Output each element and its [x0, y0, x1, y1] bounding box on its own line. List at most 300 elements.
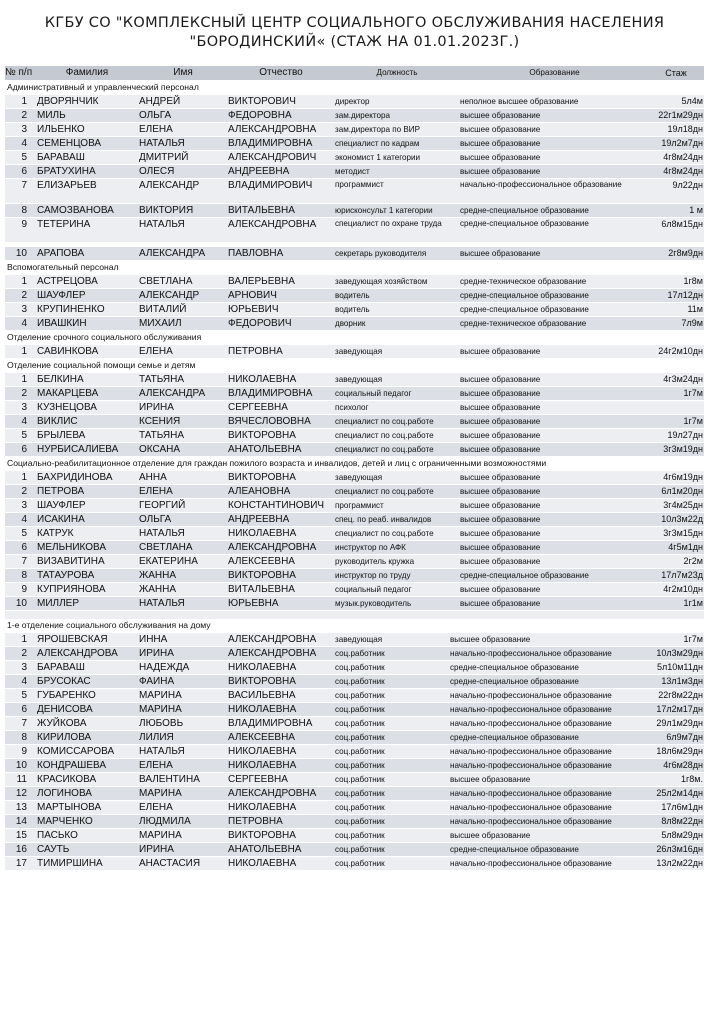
title-line-1: КГБУ СО "КОМПЛЕКСНЫЙ ЦЕНТР СОЦИАЛЬНОГО ОБСЛУЖИВАНИЯ НАСЕЛЕНИЯ — [44, 15, 665, 31]
cell-position: директор — [335, 97, 370, 106]
table-row — [5, 373, 704, 387]
cell-surname: СЕМЕНЦОВА — [37, 138, 102, 149]
cell-surname: НУРБИСАЛИЕВА — [37, 444, 119, 455]
cell-first-name: СВЕТЛАНА — [139, 276, 193, 287]
table-row — [5, 179, 704, 204]
cell-education: высшее образование — [460, 417, 541, 426]
cell-education: начально-профессиональное образование — [450, 691, 612, 700]
cell-patronymic: КОНСТАНТИНОВИЧ — [228, 500, 325, 511]
cell-first-name: ВИКТОРИЯ — [139, 205, 194, 216]
cell-patronymic: НИКОЛАЕВНА — [228, 704, 297, 715]
header-first-name: Имя — [173, 67, 193, 78]
cell-patronymic: ВАСИЛЬЕВНА — [228, 690, 296, 701]
cell-education: начально-профессиональное образование — [450, 859, 612, 868]
table-row — [5, 165, 704, 179]
cell-position: соц.работник — [335, 747, 385, 756]
cell-number: 2 — [21, 486, 27, 497]
cell-position: программист — [335, 501, 384, 510]
table-row — [5, 541, 704, 555]
cell-education: средне-специальное образование — [450, 733, 579, 742]
table-row — [5, 137, 704, 151]
cell-education: начально-профессиональное образование — [450, 719, 612, 728]
cell-first-name: ИРИНА — [139, 648, 174, 659]
cell-surname: ВИЗАВИТИНА — [37, 556, 105, 567]
cell-education: высшее образование — [460, 347, 541, 356]
cell-position: психолог — [335, 403, 369, 412]
cell-first-name: НАТАЛЬЯ — [139, 598, 185, 609]
cell-patronymic: АЛЕКСЕЕВНА — [228, 732, 295, 743]
cell-surname: ПЕТРОВА — [37, 486, 85, 497]
section-title: Социально-реабилитационное отделение для граждан пожилого возраста и инвалидов, детей и лиц с ограниченными возможностями — [5, 457, 704, 471]
cell-surname: ТЕТЕРИНА — [37, 219, 91, 230]
header-position: Должность — [376, 68, 418, 77]
table-row — [5, 471, 704, 485]
cell-position: специалист по соц.работе — [335, 487, 434, 496]
cell-education: высшее образование — [450, 635, 531, 644]
cell-first-name: АННА — [139, 472, 167, 483]
cell-number: 15 — [15, 830, 27, 841]
cell-number: 1 — [21, 634, 27, 645]
header-surname: Фамилия — [65, 67, 109, 78]
cell-number: 6 — [21, 166, 27, 177]
cell-position: инструктор по труду — [335, 571, 411, 580]
cell-position: специалист по соц.работе — [335, 445, 434, 454]
table-row — [5, 527, 704, 541]
cell-position: специалист по охране труда — [335, 219, 442, 228]
table-row — [5, 345, 704, 359]
cell-surname: МАКАРЦЕВА — [37, 388, 99, 399]
cell-number: 10 — [15, 598, 27, 609]
cell-surname: КУЗНЕЦОВА — [37, 402, 97, 413]
cell-surname: МИЛЬ — [37, 110, 66, 121]
cell-education: высшее образование — [460, 501, 541, 510]
cell-patronymic: ВЛАДИМИРОВНА — [228, 138, 313, 149]
cell-surname: ТИМИРШИНА — [37, 858, 103, 869]
cell-first-name: ВИТАЛИЙ — [139, 304, 187, 315]
table-row — [5, 689, 704, 703]
table-row — [5, 275, 704, 289]
table-row — [5, 661, 704, 675]
cell-first-name: ТАТЬЯНА — [139, 374, 184, 385]
cell-experience: 19л27дн — [667, 430, 703, 440]
cell-first-name: КСЕНИЯ — [139, 416, 181, 427]
cell-education: высшее образование — [460, 153, 541, 162]
cell-number: 10 — [15, 760, 27, 771]
cell-surname: ЕЛИЗАРЬЕВ — [37, 180, 97, 191]
cell-experience: 6л1м20дн — [661, 486, 703, 496]
cell-surname: ЯРОШЕВСКАЯ — [37, 634, 108, 645]
cell-surname: КУПРИЯНОВА — [37, 584, 106, 595]
table-row — [5, 95, 704, 109]
cell-number: 4 — [21, 514, 27, 525]
cell-patronymic: АНАТОЛЬЕВНА — [228, 844, 302, 855]
cell-education: начально-профессиональное образование — [450, 761, 612, 770]
cell-education: высшее образование — [450, 775, 531, 784]
cell-position: экономист 1 категории — [335, 153, 421, 162]
cell-position: руководитель кружка — [335, 557, 415, 566]
cell-surname: ШАУФЛЕР — [37, 500, 86, 511]
cell-education: средне-специальное образование — [460, 291, 589, 300]
section-title: Административный и управленческий персонал — [5, 81, 704, 95]
cell-surname: ИЛЬЕНКО — [37, 124, 85, 135]
cell-first-name: ОКСАНА — [139, 444, 181, 455]
cell-number: 9 — [21, 746, 27, 757]
cell-experience: 17л12дн — [667, 290, 703, 300]
cell-experience: 1г7м — [683, 634, 703, 644]
cell-position: соц.работник — [335, 859, 385, 868]
cell-first-name: ТАТЬЯНА — [139, 430, 184, 441]
cell-position: соц.работник — [335, 831, 385, 840]
cell-education: средне-специальное образование — [460, 206, 589, 215]
cell-first-name: ЖАННА — [139, 584, 177, 595]
table-row — [5, 387, 704, 401]
cell-first-name: НАТАЛЬЯ — [139, 746, 185, 757]
cell-first-name: ЕЛЕНА — [139, 346, 173, 357]
cell-experience: 1 м — [689, 205, 703, 215]
table-row — [5, 815, 704, 829]
cell-surname: ЖУЙКОВА — [37, 718, 87, 729]
cell-experience: 17л7м23д — [661, 570, 703, 580]
cell-number: 14 — [15, 816, 27, 827]
cell-number: 4 — [21, 318, 27, 329]
table-row — [5, 703, 704, 717]
cell-number: 11 — [16, 774, 27, 785]
cell-number: 7 — [21, 180, 27, 191]
cell-first-name: ЛЮБОВЬ — [139, 718, 184, 729]
cell-position: заведующая — [335, 375, 383, 384]
cell-first-name: НАТАЛЬЯ — [139, 138, 185, 149]
cell-patronymic: АЛЕКСАНДРОВНА — [228, 219, 317, 230]
cell-experience: 19л2м7дн — [661, 138, 703, 148]
cell-position: соц.работник — [335, 817, 385, 826]
cell-surname: ИСАКИНА — [37, 514, 85, 525]
cell-experience: 17л6м1дн — [661, 802, 703, 812]
cell-patronymic: ВЛАДИМИРОВНА — [228, 388, 313, 399]
cell-patronymic: АНДРЕЕВНА — [228, 514, 290, 525]
cell-position: специалист по кадрам — [335, 139, 420, 148]
header-number: № п/п — [5, 67, 33, 78]
cell-position: заведующая — [335, 473, 383, 482]
cell-surname: АРАПОВА — [37, 248, 85, 259]
cell-position: заведующая — [335, 347, 383, 356]
cell-first-name: НАТАЛЬЯ — [139, 219, 185, 230]
cell-patronymic: ПЕТРОВНА — [228, 346, 283, 357]
cell-patronymic: АЛЕКСАНДРОВИЧ — [228, 152, 317, 163]
cell-education: высшее образование — [450, 831, 531, 840]
cell-surname: БАРАВАШ — [37, 662, 85, 673]
cell-first-name: ЖАННА — [139, 570, 177, 581]
cell-position: соц.работник — [335, 789, 385, 798]
cell-first-name: ГЕОРГИЙ — [139, 500, 186, 511]
cell-experience: 1г8м. — [681, 774, 703, 784]
cell-patronymic: ВИКТОРОВНА — [228, 472, 296, 483]
cell-experience: 2г8м9дн — [668, 248, 703, 258]
cell-patronymic: АЛЕКСАНДРОВНА — [228, 124, 317, 135]
cell-position: зам.директора по ВИР — [335, 125, 421, 134]
cell-patronymic: НИКОЛАЕВНА — [228, 760, 297, 771]
cell-number: 12 — [15, 788, 27, 799]
cell-education: высшее образование — [460, 125, 541, 134]
table-row — [5, 123, 704, 137]
table-row — [5, 801, 704, 815]
cell-education: начально-профессиональное образование — [450, 803, 612, 812]
cell-patronymic: ФЕДОРОВИЧ — [228, 318, 292, 329]
cell-number: 6 — [21, 444, 27, 455]
table-row — [5, 485, 704, 499]
cell-first-name: МИХАИЛ — [139, 318, 182, 329]
cell-experience: 11м — [687, 304, 703, 314]
cell-education: средне-специальное образование — [460, 219, 589, 228]
cell-surname: БЕЛКИНА — [37, 374, 84, 385]
table-row — [5, 303, 704, 317]
cell-surname: ШАУФЛЕР — [37, 290, 86, 301]
cell-experience: 19л18дн — [667, 124, 703, 134]
cell-patronymic: АРНОВИЧ — [228, 290, 277, 301]
table-row — [5, 513, 704, 527]
cell-surname: БРУСОКАС — [37, 676, 91, 687]
cell-patronymic: АЛЕКСАНДРОВНА — [228, 788, 317, 799]
table-row — [5, 415, 704, 429]
cell-experience: 4г3м24дн — [663, 374, 703, 384]
cell-position: инструктор по АФК — [335, 543, 406, 552]
section-title: Отделение срочного социального обслуживания — [5, 331, 704, 345]
cell-first-name: ЕЛЕНА — [139, 486, 173, 497]
cell-position: юрисконсульт 1 категории — [335, 206, 433, 215]
table-row — [5, 218, 704, 243]
cell-surname: КРУПИНЕНКО — [37, 304, 105, 315]
cell-experience: 22г1м29дн — [658, 110, 703, 120]
cell-education: высшее образование — [460, 515, 541, 524]
table-row — [5, 787, 704, 801]
cell-education: средне-техническое образование — [460, 319, 587, 328]
cell-first-name: ФАИНА — [139, 676, 175, 687]
cell-education: высшее образование — [460, 431, 541, 440]
cell-position: соц.работник — [335, 733, 385, 742]
cell-experience: 5л4м — [681, 96, 703, 106]
cell-number: 1 — [21, 276, 27, 287]
cell-first-name: ЕЛЕНА — [139, 124, 173, 135]
cell-number: 8 — [21, 205, 27, 216]
cell-experience: 7л9м — [681, 318, 703, 328]
cell-number: 1 — [21, 374, 27, 385]
cell-surname: БРЫЛЕВА — [37, 430, 86, 441]
table-row — [5, 247, 704, 261]
cell-number: 4 — [21, 676, 27, 687]
cell-education: начально-профессиональное образование — [450, 747, 612, 756]
cell-number: 2 — [21, 388, 27, 399]
table-row — [5, 773, 704, 787]
cell-education: высшее образование — [460, 599, 541, 608]
section-gap — [5, 611, 704, 619]
cell-patronymic: АЛЕКСАНДРОВНА — [228, 634, 317, 645]
cell-experience: 18л6м29дн — [656, 746, 703, 756]
cell-experience: 26л3м16дн — [656, 844, 703, 854]
cell-patronymic: ЮРЬЕВНА — [228, 598, 279, 609]
cell-patronymic: ВИКТОРОВИЧ — [228, 96, 296, 107]
cell-number: 17 — [15, 858, 27, 869]
cell-number: 13 — [15, 802, 27, 813]
cell-number: 8 — [21, 732, 27, 743]
cell-first-name: АЛЕКСАНДРА — [139, 248, 206, 259]
cell-patronymic: НИКОЛАЕВНА — [228, 746, 297, 757]
cell-patronymic: ВИКТОРОВНА — [228, 430, 296, 441]
cell-experience: 2г2м — [683, 556, 703, 566]
cell-position: специалист по соц.работе — [335, 417, 434, 426]
cell-first-name: АЛЕКСАНДР — [139, 180, 200, 191]
cell-experience: 5л8м29дн — [661, 830, 703, 840]
cell-experience: 4г2м10дн — [663, 584, 703, 594]
cell-education: средне-специальное образование — [460, 305, 589, 314]
cell-number: 9 — [21, 219, 27, 230]
table-row — [5, 717, 704, 731]
cell-surname: ПАСЬКО — [37, 830, 78, 841]
cell-patronymic: АЛЕКСЕЕВНА — [228, 556, 295, 567]
cell-first-name: НАДЕЖДА — [139, 662, 190, 673]
cell-number: 16 — [15, 844, 27, 855]
cell-education: высшее образование — [460, 139, 541, 148]
cell-patronymic: ВЯЧЕСЛОВОВНА — [228, 416, 311, 427]
cell-surname: АЛЕКСАНДРОВА — [37, 648, 118, 659]
table-header-row — [5, 66, 704, 81]
cell-position: соц.работник — [335, 677, 385, 686]
cell-first-name: АНДРЕЙ — [139, 96, 181, 107]
cell-number: 6 — [21, 704, 27, 715]
table-row — [5, 843, 704, 857]
cell-first-name: ИННА — [139, 634, 168, 645]
cell-experience: 13л1м3дн — [661, 676, 703, 686]
cell-surname: КОМИССАРОВА — [37, 746, 115, 757]
cell-experience: 17л2м17дн — [656, 704, 703, 714]
section-title: 1-е отделение социального обслуживания на дому — [5, 619, 704, 633]
cell-patronymic: ЮРЬЕВИЧ — [228, 304, 279, 315]
cell-experience: 29л1м29дн — [656, 718, 703, 728]
cell-experience: 24г2м10дн — [658, 346, 703, 356]
cell-position: музык.руководитель — [335, 599, 412, 608]
cell-position: заведующая — [335, 635, 383, 644]
cell-number: 7 — [21, 556, 27, 567]
cell-number: 9 — [21, 584, 27, 595]
cell-experience — [649, 401, 704, 414]
cell-patronymic: ВИКТОРОВНА — [228, 676, 296, 687]
cell-number: 3 — [21, 500, 27, 511]
table-row — [5, 555, 704, 569]
cell-experience: 1г7м — [683, 388, 703, 398]
cell-number: 4 — [21, 138, 27, 149]
cell-position: соц.работник — [335, 719, 385, 728]
cell-number: 2 — [21, 648, 27, 659]
cell-patronymic: ВИТАЛЬЕВНА — [228, 205, 295, 216]
cell-number: 2 — [21, 110, 27, 121]
cell-education: начально-профессиональное образование — [460, 180, 622, 189]
table-row — [5, 204, 704, 218]
cell-experience: 4г6м28дн — [663, 760, 703, 770]
cell-patronymic: ВЛАДИМИРОВИЧ — [228, 180, 313, 191]
cell-position: заведующая хозяйством — [335, 277, 428, 286]
title-line-2: "БОРОДИНСКИЙ« (СТАЖ НА 01.01.2023Г.) — [189, 34, 520, 50]
cell-first-name: МАРИНА — [139, 830, 182, 841]
cell-experience: 3г3м15дн — [663, 528, 703, 538]
cell-position: соц.работник — [335, 845, 385, 854]
cell-first-name: ЕКАТЕРИНА — [139, 556, 198, 567]
table-row — [5, 401, 704, 415]
cell-patronymic: СЕРГЕЕВНА — [228, 774, 288, 785]
cell-surname: САМОЗВАНОВА — [37, 205, 114, 216]
cell-first-name: МАРИНА — [139, 788, 182, 799]
cell-patronymic: ВАЛЕРЬЕВНА — [228, 276, 295, 287]
cell-patronymic: ВИКТОРОВНА — [228, 570, 296, 581]
cell-education: высшее образование — [460, 167, 541, 176]
cell-education: неполное высшее образование — [460, 97, 579, 106]
cell-surname: КАТРУК — [37, 528, 74, 539]
cell-first-name: ИРИНА — [139, 402, 174, 413]
cell-number: 3 — [21, 402, 27, 413]
cell-number: 10 — [15, 248, 27, 259]
cell-experience: 8л8м22дн — [661, 816, 703, 826]
cell-surname: КОНДРАШЕВА — [37, 760, 106, 771]
table-row — [5, 109, 704, 123]
cell-surname: КРАСИКОВА — [37, 774, 97, 785]
cell-education: высшее образование — [460, 557, 541, 566]
cell-surname: КИРИЛОВА — [37, 732, 92, 743]
cell-experience: 6л8м15дн — [661, 219, 703, 229]
cell-position: соц.работник — [335, 775, 385, 784]
cell-position: секретарь руководителя — [335, 249, 427, 258]
cell-experience: 1г8м — [683, 276, 703, 286]
cell-surname: БАХРИДИНОВА — [37, 472, 113, 483]
cell-patronymic: АНДРЕЕВНА — [228, 166, 290, 177]
table-row — [5, 443, 704, 457]
cell-experience: 3г3м19дн — [663, 444, 703, 454]
table-row — [5, 151, 704, 165]
cell-education: высшее образование — [460, 585, 541, 594]
table-row — [5, 745, 704, 759]
cell-experience: 22г8м22дн — [658, 690, 703, 700]
cell-position: соц.работник — [335, 761, 385, 770]
cell-patronymic: ПАВЛОВНА — [228, 248, 284, 259]
table-row — [5, 829, 704, 843]
cell-position: дворник — [335, 319, 366, 328]
cell-surname: САУТЬ — [37, 844, 70, 855]
cell-patronymic: НИКОЛАЕВНА — [228, 802, 297, 813]
cell-experience: 5л10м11дн — [656, 662, 703, 672]
cell-education: средне-специальное образование — [450, 677, 579, 686]
cell-number: 1 — [21, 472, 27, 483]
table-row — [5, 647, 704, 661]
cell-number: 5 — [21, 528, 27, 539]
cell-experience: 9л22дн — [672, 180, 703, 190]
cell-first-name: НАТАЛЬЯ — [139, 528, 185, 539]
cell-position: соц.работник — [335, 691, 385, 700]
cell-education: высшее образование — [460, 403, 541, 412]
cell-first-name: МАРИНА — [139, 704, 182, 715]
cell-first-name: АЛЕКСАНДРА — [139, 388, 206, 399]
cell-first-name: ДМИТРИЙ — [139, 152, 189, 163]
cell-first-name: ОЛЬГА — [139, 514, 172, 525]
header-education: Образование — [529, 68, 580, 77]
cell-surname: ВИКЛИС — [37, 416, 78, 427]
cell-surname: ЛОГИНОВА — [37, 788, 92, 799]
cell-education: начально-профессиональное образование — [450, 789, 612, 798]
cell-experience: 3г4м25дн — [663, 500, 703, 510]
cell-number: 5 — [21, 152, 27, 163]
cell-number: 7 — [21, 718, 27, 729]
cell-position: специалист по соц.работе — [335, 431, 434, 440]
cell-first-name: ИРИНА — [139, 844, 174, 855]
cell-patronymic: ВИТАЛЬЕВНА — [228, 584, 295, 595]
cell-experience: 10л3м22д — [661, 514, 703, 524]
table-row — [5, 597, 704, 611]
cell-surname: ДЕНИСОВА — [37, 704, 93, 715]
